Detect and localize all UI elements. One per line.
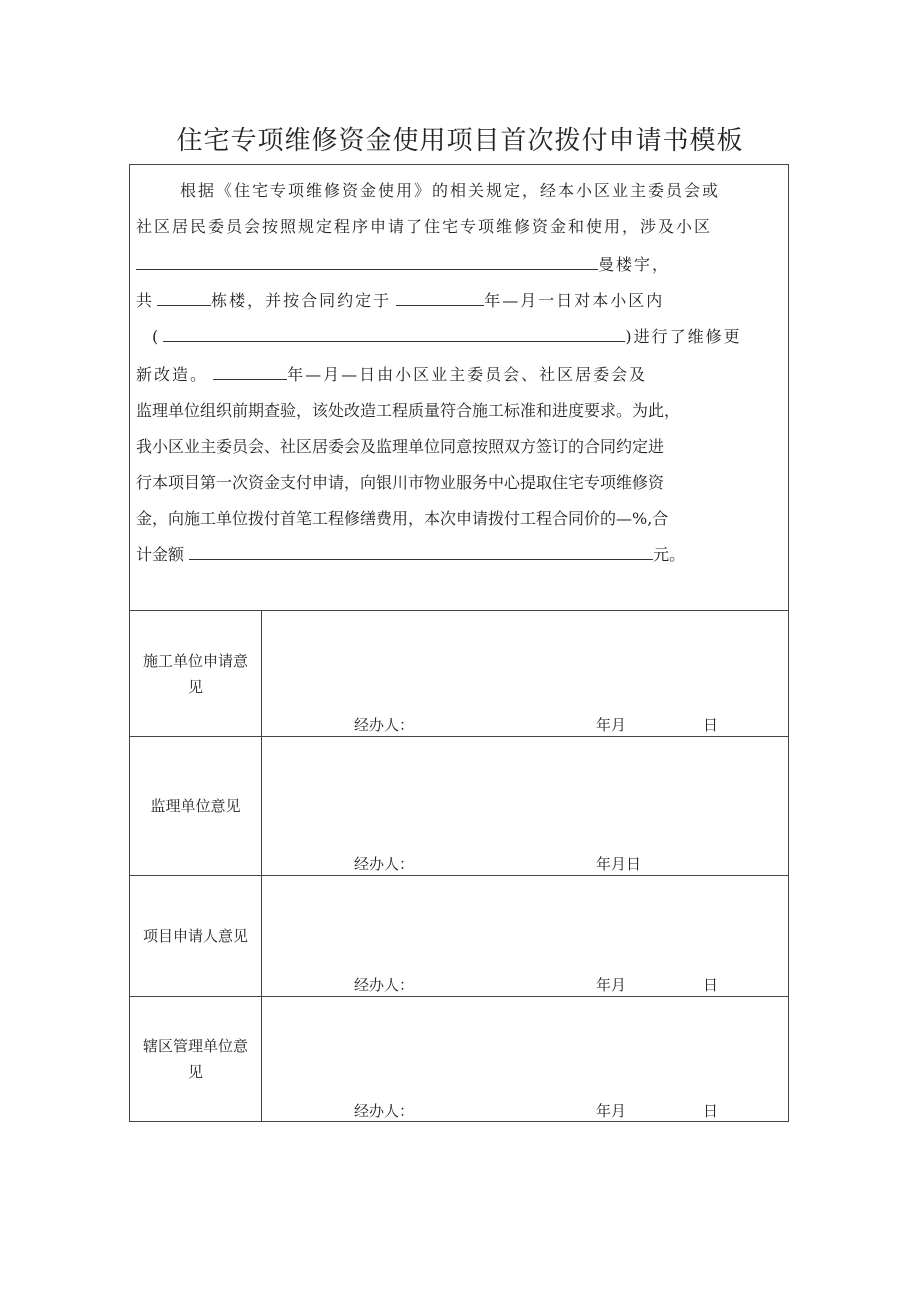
inspection-text: 年—月—日由小区业主委员会、社区居委会及 xyxy=(287,365,648,384)
year-month-label: 年月 xyxy=(596,716,627,734)
opinion-row-supervision xyxy=(130,737,788,876)
day-label: 日 xyxy=(703,1102,719,1120)
repair-scope-blank[interactable] xyxy=(163,327,625,342)
building-suffix-text: 曼楼宇， xyxy=(598,255,671,274)
handler-label: 经办人： xyxy=(354,976,415,994)
repair-text: )进行了维修更 xyxy=(625,327,742,346)
start-date-blank[interactable] xyxy=(396,291,484,306)
total-amount-blank[interactable] xyxy=(189,545,653,560)
paragraph-line-10: 金，向施工单位拨付首笔工程修缮费用，本次申请拨付工程合同价的—%,合 xyxy=(136,509,669,528)
paragraph-line-1: 根据《住宅专项维修资金使用》的相关规定，经本小区业主委员会或 xyxy=(180,181,721,200)
opinion-row-construction xyxy=(130,611,788,737)
contract-text: 栋楼，并按合同约定于 xyxy=(211,291,392,310)
yuan-text: 元。 xyxy=(653,545,686,564)
open-paren: ( xyxy=(152,327,159,346)
inspection-date-blank[interactable] xyxy=(213,365,287,380)
year-month-day-label: 年月日 xyxy=(596,855,642,873)
handler-label: 经办人： xyxy=(354,1102,415,1120)
year-month-label: 年月 xyxy=(596,976,627,994)
paragraph-line-9: 行本项目第一次资金支付申请，向银川市物业服务中心提取住宅专项维修资 xyxy=(136,473,665,492)
paragraph-line-6 xyxy=(136,365,647,385)
application-body-cell xyxy=(130,165,788,611)
document-title: 住宅专项维修资金使用项目首次拨付申请书模板 xyxy=(176,126,744,156)
day-label: 日 xyxy=(703,976,719,994)
paragraph-line-4 xyxy=(136,291,664,311)
date-text: 年—月一日对本小区内 xyxy=(484,291,665,310)
building-count-blank[interactable] xyxy=(157,291,211,306)
opinion-label-supervision: 监理单位意见 xyxy=(130,737,262,875)
paragraph-line-7: 监理单位组织前期查验，该处改造工程质量符合施工标准和进度要求。为此， xyxy=(136,401,681,420)
paragraph-line-5 xyxy=(152,327,742,347)
renovation-text: 新改造。 xyxy=(136,365,209,384)
opinion-row-district xyxy=(130,997,788,1121)
year-month-label: 年月 xyxy=(596,1102,627,1120)
paragraph-line-11 xyxy=(136,545,685,565)
paragraph-line-2: 社区居民委员会按照规定程序申请了住宅专项维修资金和使用，涉及小区 xyxy=(136,217,713,236)
handler-label: 经办人： xyxy=(354,855,415,873)
paragraph-line-8: 我小区业主委员会、社区居委会及监理单位同意按照双方签订的合同约定进 xyxy=(136,437,665,456)
community-name-blank[interactable] xyxy=(136,255,598,270)
application-form-table xyxy=(129,164,789,1122)
total-text: 共 xyxy=(136,291,153,310)
handler-label: 经办人： xyxy=(354,716,415,734)
total-amount-label: 计金额 xyxy=(136,545,185,564)
opinion-label-applicant: 项目申请人意见 xyxy=(130,876,262,996)
paragraph-line-3 xyxy=(136,255,670,275)
opinion-label-district: 辖区管理单位意 见 xyxy=(130,997,262,1121)
opinion-label-construction: 施工单位申请意 见 xyxy=(130,611,262,736)
day-label: 日 xyxy=(703,716,719,734)
opinion-row-applicant xyxy=(130,876,788,997)
